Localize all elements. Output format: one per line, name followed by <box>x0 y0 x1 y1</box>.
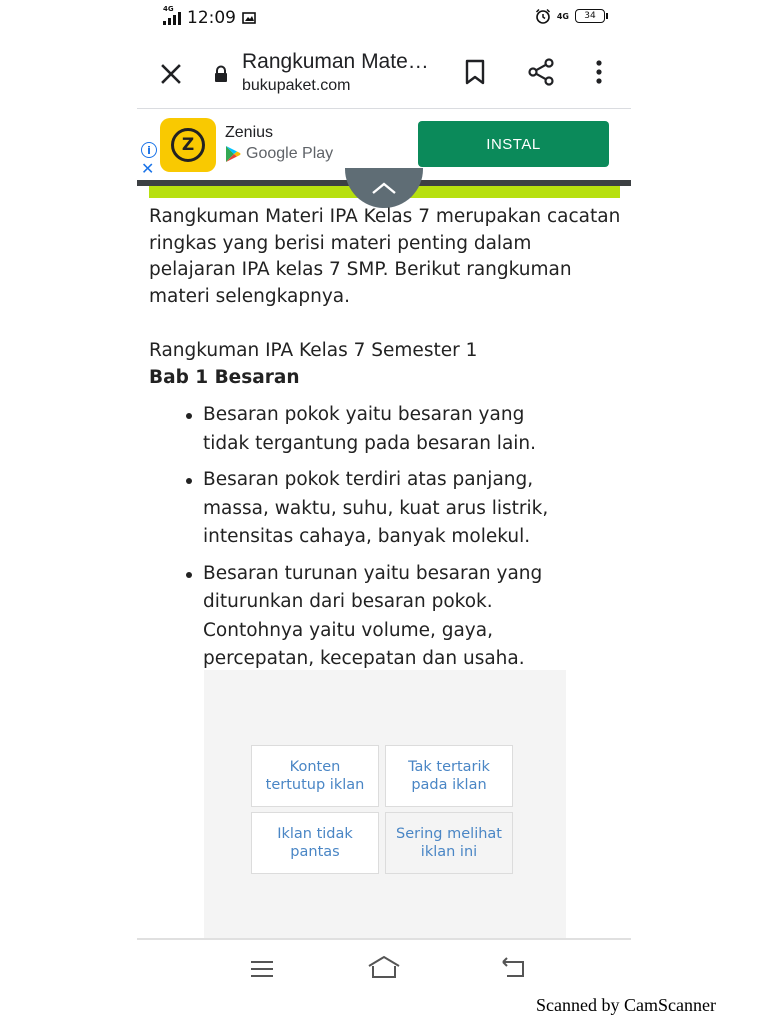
feedback-option-covered[interactable]: Konten tertutup iklan <box>251 745 379 807</box>
close-icon[interactable] <box>157 60 185 88</box>
bullet-list <box>149 401 621 674</box>
bookmark-icon[interactable] <box>463 58 487 86</box>
list-item: Besaran pokok yaitu besaran yang tidak tergantung pada besaran lain. <box>203 401 563 458</box>
browser-toolbar <box>137 36 631 109</box>
alarm-icon <box>535 8 551 24</box>
lock-icon <box>213 65 229 83</box>
feedback-option-inappropriate[interactable]: Iklan tidak pantas <box>251 812 379 874</box>
list-item: Besaran turunan yaitu besaran yang diturunkan dari besaran pokok. Contohnya yaitu volume, gaya, percepatan, kecepatan dan usaha. <box>203 560 563 674</box>
status-left <box>163 5 256 28</box>
chevron-up-icon <box>371 181 397 195</box>
clock: 12:09 <box>187 8 236 28</box>
feedback-option-seen-too-often[interactable]: Sering melihat iklan ini <box>385 812 513 874</box>
battery-icon: 34 <box>575 9 605 23</box>
ad-feedback-options <box>251 745 519 879</box>
back-icon[interactable] <box>501 956 527 980</box>
status-right <box>535 8 605 24</box>
phone-screen <box>137 0 631 1000</box>
google-play-icon <box>225 145 241 163</box>
app-logo[interactable] <box>160 118 216 172</box>
app-logo-letter: Z <box>171 128 205 162</box>
home-icon[interactable] <box>367 954 401 980</box>
ad-close-icon[interactable]: ✕ <box>141 159 155 178</box>
scan-watermark: Scanned by CamScanner <box>536 995 716 1015</box>
status-bar <box>137 0 631 36</box>
ad-app-name[interactable]: Zenius <box>225 124 274 141</box>
photo-notification-icon <box>242 11 256 25</box>
article-body <box>149 204 621 682</box>
install-button[interactable]: INSTAL <box>418 121 609 167</box>
ad-store <box>225 145 333 163</box>
page-title[interactable]: Rangkuman Mate… <box>242 50 429 73</box>
network-type-right: 4G <box>556 11 569 21</box>
ad-info-icon[interactable]: i <box>141 142 157 158</box>
more-vert-icon[interactable] <box>587 58 611 86</box>
signal-icon <box>163 5 181 25</box>
ad-feedback-panel <box>204 670 566 940</box>
feedback-option-not-interested[interactable]: Tak tertarik pada iklan <box>385 745 513 807</box>
ad-store-label: Google Play <box>246 145 334 162</box>
collapse-ad-button[interactable] <box>345 168 423 208</box>
system-nav-bar <box>137 938 631 1000</box>
network-type: 4G <box>163 5 174 13</box>
page-url[interactable]: bukupaket.com <box>242 77 351 94</box>
article-intro: Rangkuman Materi IPA Kelas 7 merupakan cacatan ringkas yang berisi materi penting dalam pelajaran IPA kelas 7 SMP. Berikut rangkuman materi selengkapnya. <box>149 206 621 307</box>
menu-icon[interactable] <box>250 960 274 978</box>
share-icon[interactable] <box>527 58 555 86</box>
chapter-heading: Bab 1 Besaran <box>149 366 300 388</box>
list-item: Besaran pokok terdiri atas panjang, massa, waktu, suhu, kuat arus listrik, intensitas cahaya, banyak molekul. <box>203 466 563 552</box>
section-title: Rangkuman IPA Kelas 7 Semester 1 <box>149 340 478 361</box>
